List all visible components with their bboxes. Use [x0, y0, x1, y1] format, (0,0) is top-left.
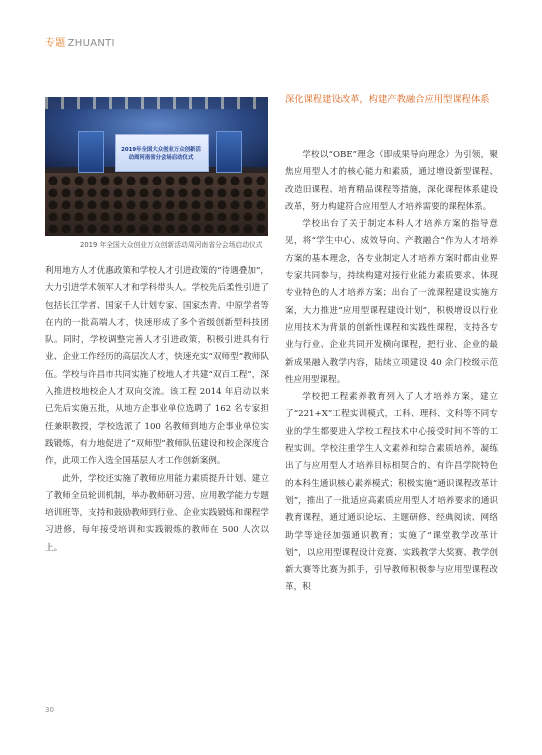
right-paragraph-3: 学校把工程素养教育列入了人才培养方案，建立了“221+X”工程实训模式，工科、理科、文科等不同专业的学生都要进入学校工程技术中心接受时间不等的工程实训。学校注重学生人文素养和综合素质培养，凝练出了与应用型人才培养目标相契合的、有许昌学院特色的本科生通识核心素养模式；积极实施“通识课程改革计划”，推出了一批适应高素质应用型人才培养要求的通识教育课程，通过通识论坛、主题研修、经典阅读、网络助学等途径加强通识教育；实施了“课堂教学改革计划”，以应用型课程设计竞赛、实践教学大奖赛、教学创新大赛等比赛为抓手，引导教师积极参与应用型课程改革，积	[285, 392, 498, 593]
left-column	[45, 263, 269, 557]
right-paragraph-2: 学校出台了关于制定本科人才培养方案的指导意见，将“学生中心、成效导向、产教融合”作为人才培养方案的基本理念，各专业制定人才培养方案时都由业界专家共同参与，持续构建对接行业能力素质要求、体现专业特色的人才培养方案；出台了一流课程建设实施方案，大力推进“应用型课程建设计划”，积极增设以行业应用技术为背景的创新性课程和实践性课程，支持各专业与行业、企业共同开发横向课程，把行业、企业的最新成果融入教学内容，陆续立项建设 40 余门校级示范性应用型课程。	[285, 219, 498, 385]
left-paragraph-2: 此外，学校还实施了教师应用能力素质提升计划、建立了教师全员轮训机制，举办教师研习营、应用教学能力专题培训班等，支持和鼓励教师到行业、企业实践锻炼和课程学习进修，每年接受培训和实践锻炼的教师在 500 人次以上。	[45, 473, 269, 553]
photo-caption: 2019 年全国大众创业万众创新活动周河南省分会场启动仪式	[80, 241, 263, 249]
audience-crowd	[45, 173, 268, 236]
screen-banner-text: 2019年全国大众创业万众创新活动周河南省分会场启动仪式	[121, 147, 201, 161]
topic-label-cn: 专题	[45, 38, 66, 49]
left-paragraph-1: 利用地方人才优惠政策和学校人才引进政策的“待遇叠加”，大力引进学术领军人才和学科带头人。学校先后柔性引进了包括长江学者、国家千人计划专家、国家杰青、中原学者等在内的一批高端人才，快速形成了多个省级创新型科技团队。同时，学校调整完善人才引进政策，积极引进具有行业、企业工作经历的高层次人才，快速充实“双师型”教师队伍。学校与许昌市共同实施了校地人才共建“双百工程”，深入推进校地校企人才双向交流。该工程 2014 年启动以来已先后实施五批，从地方企事业单位选聘了 162 名专家担任兼职教授，学校选派了 100 名教师到地方企事业单位实践锻炼，有力地促进了“双师型”教师队伍建设和校企深度合作，此项工作入选全国基层人才工作创新案例。	[45, 266, 269, 467]
side-screen-right	[216, 131, 242, 173]
right-column	[285, 147, 498, 597]
section-title: 深化课程建设改革，构建产教融合应用型课程体系	[285, 94, 490, 105]
right-paragraph-1: 学校以“OBE”理念（即成果导向理念）为引领，聚焦应用型人才的核心能力和素质，通过增设新型课程、改造旧课程、培育精品课程等措施，深化课程体系建设改革，努力构建符合应用型人才培养需要的课程体系。	[285, 150, 498, 212]
side-screen-left	[78, 131, 104, 173]
topic-label-en: ZHUANTI	[67, 38, 115, 49]
page-header	[45, 34, 115, 49]
event-photo	[45, 97, 268, 236]
page-number: 30	[45, 706, 54, 714]
stage-lights	[45, 97, 268, 109]
